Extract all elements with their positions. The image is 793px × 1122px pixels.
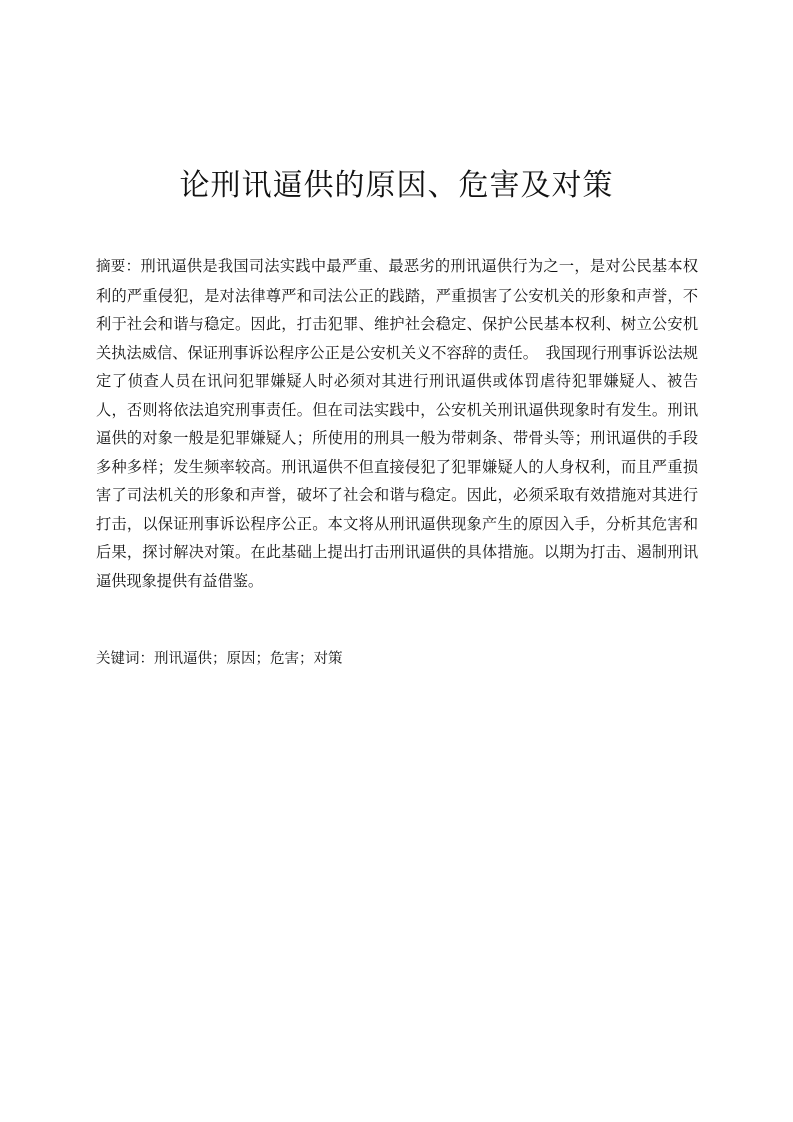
keywords-line (96, 645, 698, 673)
keywords-label: 关键词： (96, 651, 154, 667)
document-title: 论刑讯逼供的原因、危害及对策 (179, 168, 614, 203)
abstract-text: 刑讯逼供是我国司法实践中最严重、最恶劣的刑讯逼供行为之一，是对公民基本权利的严重侵犯，是对法律尊严和司法公正的践踏，严重损害了公安机关的形象和声誉，不利于社会和谐与稳定。因此，打击犯罪、维护社会稳定、保护公民基本权利、树立公安机关执法威信、保证刑事诉讼程序公正是公安机关义不容辞的责任。 我国现行刑事诉讼法规定了侦查人员在讯问犯罪嫌疑人时必须对其进行刑讯逼供或体罚虐待犯罪嫌疑人、被告人，否则将依法追究刑事责任。但在司法实践中，公安机关刑讯逼供现象时有发生。刑讯逼供的对象一般是犯罪嫌疑人；所使用的刑具一般为带刺条、带骨头等；刑讯逼供的手段多种多样；发生频率较高。刑讯逼供不但直接侵犯了犯罪嫌疑人的人身权利，而且严重损害了司法机关的形象和声誉，破坏了社会和谐与稳定。因此，必须采取有效措施对其进行打击，以保证刑事诉讼程序公正。本文将从刑讯逼供现象产生的原因入手，分析其危害和后果，探讨解决对策。在此基础上提出打击刑讯逼供的具体措施。以期为打击、遏制刑讯逼供现象提供有益借鉴。 (96, 257, 699, 590)
keywords-text: 刑讯逼供；原因；危害；对策 (154, 651, 343, 667)
abstract-label: 摘要： (96, 259, 141, 275)
abstract-paragraph (96, 252, 698, 595)
